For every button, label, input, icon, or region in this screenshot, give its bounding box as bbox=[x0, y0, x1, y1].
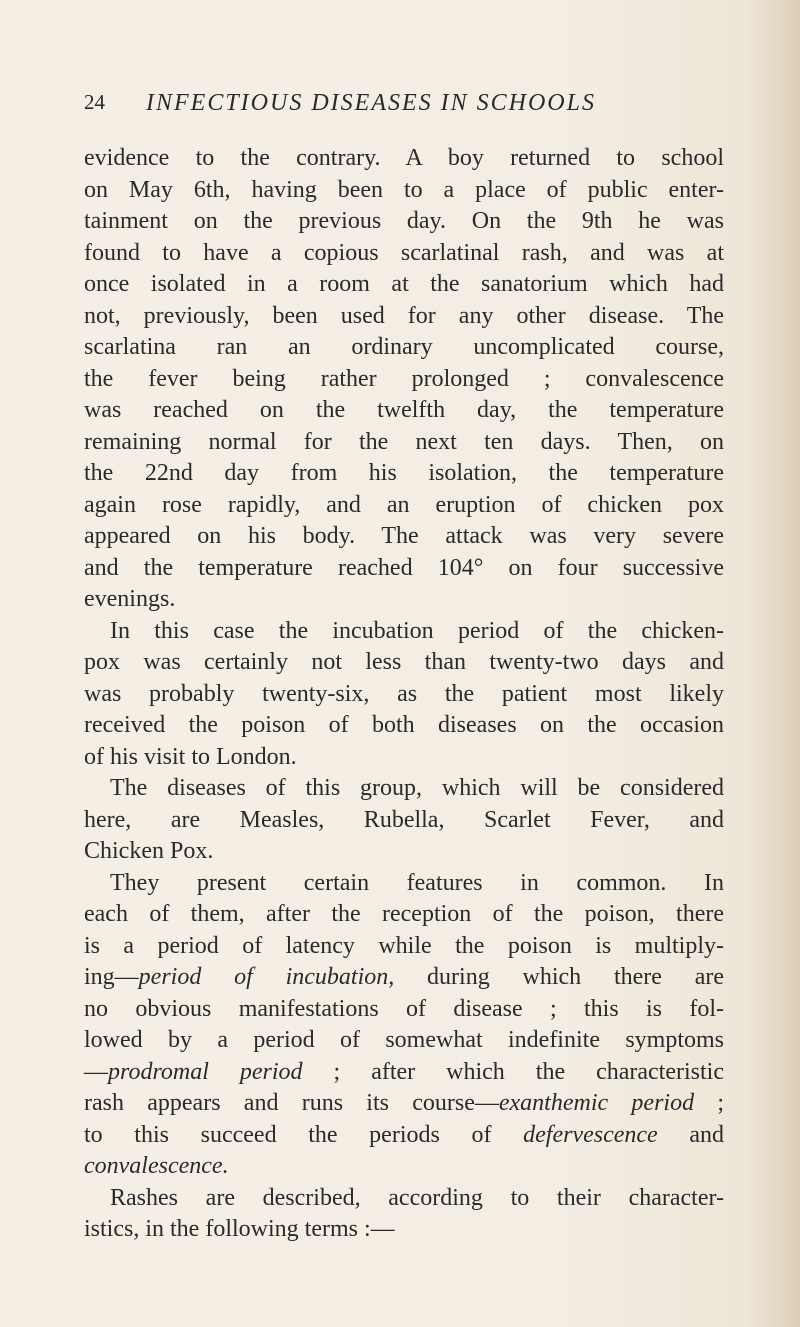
paragraph-start-line: They present certain features in common. In bbox=[110, 869, 724, 896]
italic-term: defervescence bbox=[523, 1121, 658, 1148]
text-line: tainment on the previous day. On the 9th he was bbox=[84, 208, 724, 234]
text-line: lowed by a period of somewhat indefinite symptoms bbox=[84, 1027, 724, 1053]
page-number: 24 bbox=[84, 90, 105, 114]
italic-term: exanthemic period bbox=[498, 1090, 695, 1116]
text-line: —prodromal period ; after which the characteristic bbox=[84, 1058, 724, 1085]
text-line: and the temperature reached 104° on four successive bbox=[84, 554, 724, 581]
text-line: appeared on his body. The attack was very severe bbox=[84, 523, 724, 549]
text-line: evidence to the contrary. A boy returned to school bbox=[84, 145, 724, 171]
page-header bbox=[84, 90, 684, 122]
body-text bbox=[84, 143, 724, 1246]
paragraph-end-line: of his visit to London. bbox=[84, 743, 297, 770]
paragraph-end-line: evenings. bbox=[84, 586, 176, 612]
italic-term: convalescence. bbox=[84, 1153, 229, 1179]
text-line: on May 6th, having been to a place of public enter- bbox=[84, 176, 724, 203]
text-line: the 22nd day from his isolation, the temperature bbox=[84, 460, 724, 486]
running-title: INFECTIOUS DISEASES IN SCHOOLS bbox=[146, 90, 596, 116]
text-line: once isolated in a room at the sanatorium which had bbox=[84, 271, 724, 297]
paragraph-end-line: Chicken Pox. bbox=[84, 838, 214, 864]
text-line: the fever being rather prolonged ; convalescence bbox=[84, 365, 724, 392]
text-line: each of them, after the reception of the poison, there bbox=[84, 901, 724, 927]
text-line: pox was certainly not less than twenty-two days and bbox=[84, 649, 724, 675]
text-line: here, are Measles, Rubella, Scarlet Fever, and bbox=[84, 806, 724, 833]
text-line: again rose rapidly, and an eruption of chicken pox bbox=[84, 491, 724, 518]
text-line: was reached on the twelfth day, the temperature bbox=[84, 397, 724, 423]
text-line: remaining normal for the next ten days. Then, on bbox=[84, 428, 724, 455]
text-line: to this succeed the periods of defervescence and bbox=[84, 1121, 724, 1148]
italic-term: period of incubation, bbox=[138, 964, 395, 990]
paragraph-start-line: The diseases of this group, which will be considered bbox=[110, 775, 724, 801]
text-line: received the poison of both diseases on the occasion bbox=[84, 712, 724, 738]
paragraph-end-line bbox=[84, 1151, 724, 1183]
text-line: scarlatina ran an ordinary uncomplicated course, bbox=[84, 334, 724, 360]
paragraph-end-line: istics, in the following terms :— bbox=[84, 1216, 395, 1242]
text-line: found to have a copious scarlatinal rash, and was at bbox=[84, 239, 724, 266]
paragraph-start-line: Rashes are described, according to their character- bbox=[110, 1184, 724, 1211]
text-line: rash appears and runs its course—exanthemic period ; bbox=[84, 1090, 725, 1116]
paragraph-start-line: In this case the incubation period of the chicken- bbox=[110, 617, 724, 644]
text-line: is a period of latency while the poison is multiply- bbox=[84, 932, 724, 959]
text-line: not, previously, been used for any other disease. The bbox=[84, 302, 724, 329]
italic-term: prodromal period bbox=[108, 1058, 303, 1085]
text-line: no obvious manifestations of disease ; this is fol- bbox=[84, 995, 724, 1022]
text-line: was probably twenty-six, as the patient most likely bbox=[84, 680, 724, 707]
text-line: ing—period of incubation, during which there are bbox=[84, 964, 725, 990]
